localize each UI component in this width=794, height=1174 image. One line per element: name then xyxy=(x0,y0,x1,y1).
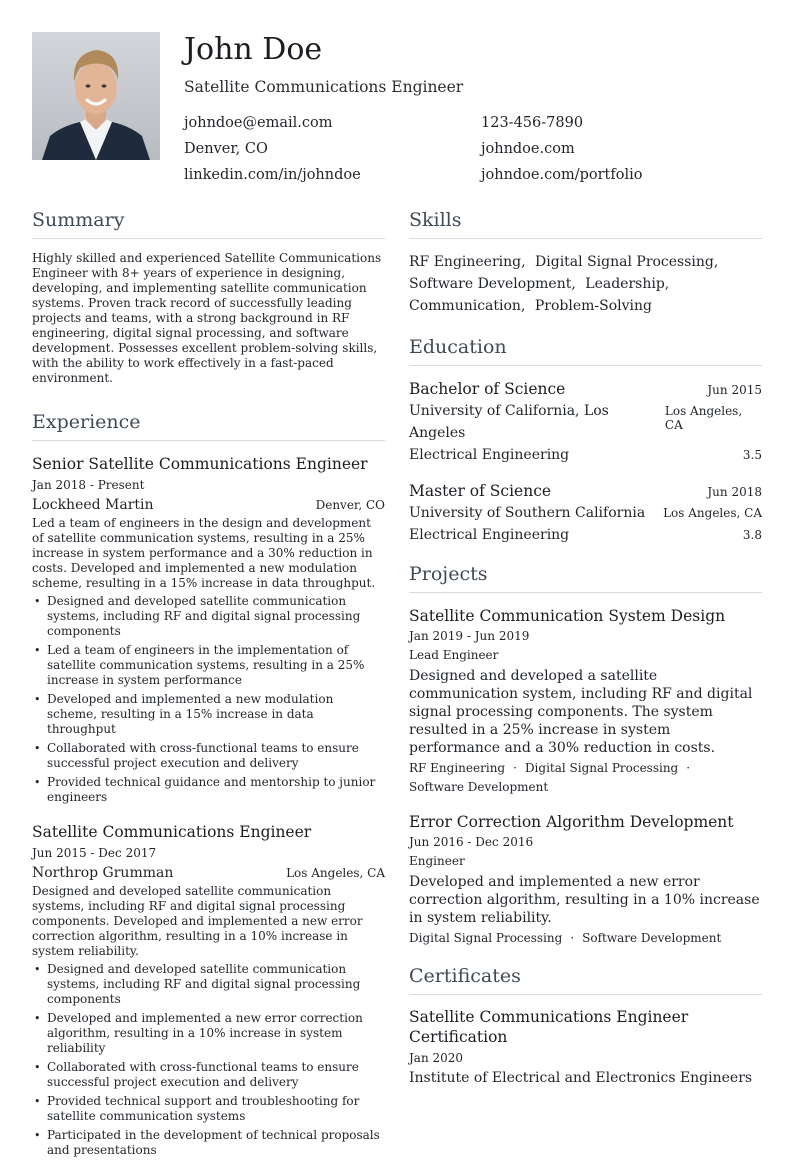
job-bullet: • Collaborated with cross-functional teams to ensure successful project execution and delivery xyxy=(32,741,385,771)
skill-item: Problem-Solving xyxy=(534,298,652,314)
project-role: Engineer xyxy=(409,854,465,868)
skill-item: Leadership, xyxy=(585,276,670,292)
project-tags: Digital Signal Processing · Software Development xyxy=(409,931,722,945)
certificate-title: Satellite Communications Engineer Certification xyxy=(409,1008,689,1046)
project-entry xyxy=(409,605,762,797)
contact-portfolio[interactable]: johndoe.com/portfolio xyxy=(481,167,643,183)
education-gpa: 3.5 xyxy=(742,448,762,462)
project-dates: Jan 2019 - Jun 2019 xyxy=(409,629,530,643)
job-description: Led a team of engineers in the design and development of satellite communication systems, resulting in a 25% increase in system performance and a 30% reduction in costs. Developed and implemented a new modulation scheme, resulting in a 15% increase in data throughput. xyxy=(32,516,376,590)
job-description: Designed and developed satellite communication systems, including RF and digital signal processing components. Developed and implemented a new error correction algorithm, resulting in a 10% increase in system reliability. xyxy=(32,884,363,958)
project-tag: Software Development xyxy=(582,931,722,945)
education-school: University of California, Los Angeles xyxy=(409,403,609,441)
job-bullet: • Designed and developed satellite communication systems, including RF and digital signal processing components xyxy=(32,594,385,639)
project-tag: Software Development xyxy=(409,780,549,794)
job-entry xyxy=(32,821,385,1158)
contact-website[interactable]: johndoe.com xyxy=(481,141,575,157)
summary-text: Highly skilled and experienced Satellite Communications Engineer with 8+ years of experience in designing, developing, and implementing satellite communication systems. Proven track record of successfully leading projects and teams, with a strong background in RF engineering, digital signal processing, and software development. Possesses excellent problem-solving skills, with the ability to work effectively in a fast-paced environment. xyxy=(32,251,382,385)
job-bullet: • Led a team of engineers in the implementation of satellite communication systems, resulting in a 25% increase in system performance xyxy=(32,643,385,688)
project-role: Lead Engineer xyxy=(409,648,499,662)
project-dates: Jun 2016 - Dec 2016 xyxy=(409,835,534,849)
job-location: Los Angeles, CA xyxy=(286,866,385,880)
skill-item: Software Development, xyxy=(409,276,576,292)
education-field: Electrical Engineering xyxy=(409,527,570,543)
projects-heading: Projects xyxy=(409,560,762,593)
project-title: Error Correction Algorithm Development xyxy=(409,813,734,831)
job-bullets xyxy=(32,594,385,805)
project-title: Satellite Communication System Design xyxy=(409,607,726,625)
project-description: Developed and implemented a new error correction algorithm, resulting in a 10% increase in system reliability. xyxy=(409,874,760,926)
job-bullet: • Participated in the development of technical proposals and presentations xyxy=(32,1128,385,1158)
job-dates: Jan 2018 - Present xyxy=(32,478,145,492)
job-bullets xyxy=(32,962,385,1158)
job-bullet: • Provided technical guidance and mentorship to junior engineers xyxy=(32,775,385,805)
summary-heading: Summary xyxy=(32,206,385,239)
right-column xyxy=(409,206,762,1088)
certificate-entry xyxy=(409,1007,762,1088)
contact-phone[interactable]: 123-456-7890 xyxy=(481,115,584,131)
skills-list xyxy=(409,251,762,317)
education-degree: Bachelor of Science xyxy=(409,380,566,398)
job-dates: Jun 2015 - Dec 2017 xyxy=(32,846,157,860)
job-entry xyxy=(32,453,385,805)
job-bullet: • Designed and developed satellite communication systems, including RF and digital signal processing components xyxy=(32,962,385,1007)
education-entry xyxy=(409,378,762,466)
contact-location: Denver, CO xyxy=(184,141,268,157)
job-title: Senior Satellite Communications Engineer xyxy=(32,455,368,473)
education-gpa: 3.8 xyxy=(742,528,762,542)
candidate-name: John Doe xyxy=(184,32,323,67)
job-location: Denver, CO xyxy=(315,498,385,512)
job-title: Satellite Communications Engineer xyxy=(32,823,312,841)
project-tags: RF Engineering · Digital Signal Processing · Software Development xyxy=(409,761,691,794)
project-tag: Digital Signal Processing xyxy=(524,761,679,775)
candidate-title: Satellite Communications Engineer xyxy=(184,78,464,96)
certificate-date: Jan 2020 xyxy=(409,1051,464,1065)
skill-item: RF Engineering, xyxy=(409,254,526,270)
job-bullet: • Developed and implemented a new modulation scheme, resulting in a 15% increase in data throughput xyxy=(32,692,385,737)
education-location: Los Angeles, CA xyxy=(664,404,743,432)
education-school: University of Southern California xyxy=(409,505,646,521)
certificates-heading: Certificates xyxy=(409,962,762,995)
contact-linkedin[interactable]: linkedin.com/in/johndoe xyxy=(184,167,361,183)
education-entry xyxy=(409,480,762,546)
education-heading: Education xyxy=(409,333,762,366)
job-company: Lockheed Martin xyxy=(32,497,154,513)
education-degree: Master of Science xyxy=(409,482,552,500)
job-bullet: • Collaborated with cross-functional teams to ensure successful project execution and delivery xyxy=(32,1060,385,1090)
project-description: Designed and developed a satellite communication system, including RF and digital signal processing components. The system resulted in a 25% increase in system performance and a 30% reduction in costs. xyxy=(409,668,753,756)
contact-email[interactable]: johndoe@email.com xyxy=(184,115,333,131)
education-location: Los Angeles, CA xyxy=(663,506,762,520)
project-tag: RF Engineering xyxy=(409,761,506,775)
certificate-issuer: Institute of Electrical and Electronics Engineers xyxy=(409,1070,753,1086)
project-tag: Digital Signal Processing xyxy=(409,931,563,945)
job-bullet: • Provided technical support and troubleshooting for satellite communication systems xyxy=(32,1094,385,1124)
experience-heading: Experience xyxy=(32,408,385,441)
left-column xyxy=(32,206,385,1174)
profile-photo xyxy=(32,32,160,160)
education-date: Jun 2018 xyxy=(707,485,762,499)
skill-item: Digital Signal Processing, xyxy=(535,254,719,270)
project-entry xyxy=(409,811,762,948)
job-bullet: • Developed and implemented a new error correction algorithm, resulting in a 10% increase in system reliability xyxy=(32,1011,385,1056)
skill-item: Communication, xyxy=(409,298,526,314)
education-date: Jun 2015 xyxy=(707,383,762,397)
job-company: Northrop Grumman xyxy=(32,865,174,881)
education-field: Electrical Engineering xyxy=(409,447,570,463)
skills-heading: Skills xyxy=(409,206,762,239)
